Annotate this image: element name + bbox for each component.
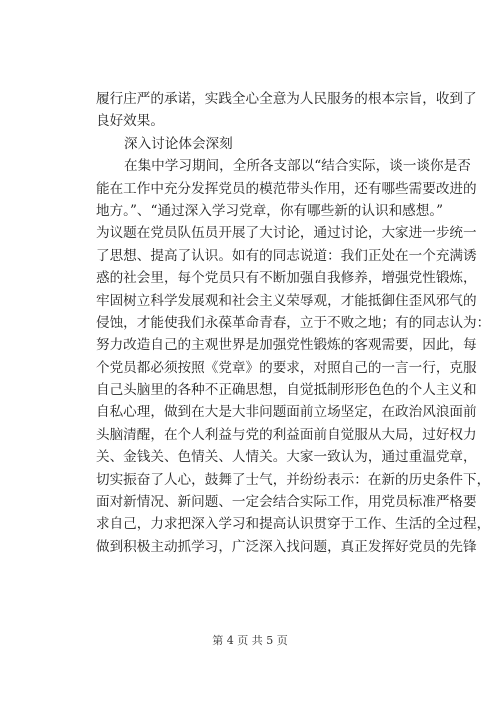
document-body bbox=[96, 88, 491, 558]
text-line: 惑的社会里，每个党员只有不断加强自我修养，增强党性锻炼， bbox=[96, 270, 477, 287]
text-line: 牢固树立科学发展观和社会主义荣辱观，才能抵御住歪风邪气的 bbox=[96, 292, 477, 309]
text-line: 关、金钱关、色情关、人情关。大家一致认为，通过重温党章， bbox=[96, 449, 477, 466]
text-line: 在集中学习期间，全所各支部以“结合实际，谈一谈你是否 bbox=[124, 158, 471, 175]
text-line: 自私心理，做到在大是大非问题面前立场坚定，在政治风浪面前 bbox=[96, 404, 477, 421]
text-line: 面对新情况、新问题、一定会结合实际工作，用党员标准严格要 bbox=[96, 494, 477, 511]
text-line: 做到积极主动抓学习，广泛深入找问题，真正发挥好党员的先锋 bbox=[96, 538, 477, 555]
text-line: 为议题在党员队伍员开展了大讨论，通过讨论，大家进一步统一 bbox=[96, 225, 477, 242]
text-line: 能在工作中充分发挥党员的模范带头作用，还有哪些需要改进的 bbox=[96, 180, 477, 197]
text-line: 自己头脑里的各种不正确思想，自觉抵制形形色色的个人主义和 bbox=[96, 382, 477, 399]
text-line: 深入讨论体会深刻 bbox=[124, 135, 233, 152]
text-line: 履行庄严的承诺，实践全心全意为人民服务的根本宗旨，收到了 bbox=[96, 91, 477, 107]
page-number-footer: 第 4 页 共 5 页 bbox=[212, 634, 288, 647]
text-line: 了思想、提高了认识。如有的同志说道：我们正处在一个充满诱 bbox=[96, 247, 477, 264]
text-line: 个党员都必须按照《党章》的要求，对照自己的一言一行，克服 bbox=[96, 359, 477, 376]
text-line: 地方。”、“通过深入学习党章，你有哪些新的认识和感想。” bbox=[96, 202, 444, 219]
text-line: 侵蚀，才能使我们永葆革命青春，立于不败之地；有的同志认为： bbox=[96, 314, 491, 331]
text-line: 求自己，力求把深入学习和提高认识贯穿于工作、生活的全过程， bbox=[96, 516, 491, 533]
text-line: 切实振奋了人心，鼓舞了士气，并纷纷表示：在新的历史条件下， bbox=[96, 471, 491, 488]
text-line: 头脑清醒，在个人利益与党的利益面前自觉服从大局，过好权力 bbox=[96, 426, 477, 443]
text-line: 良好效果。 bbox=[96, 113, 164, 130]
text-line: 努力改造自己的主观世界是加强党性锻炼的客观需要，因此，每 bbox=[96, 337, 477, 354]
